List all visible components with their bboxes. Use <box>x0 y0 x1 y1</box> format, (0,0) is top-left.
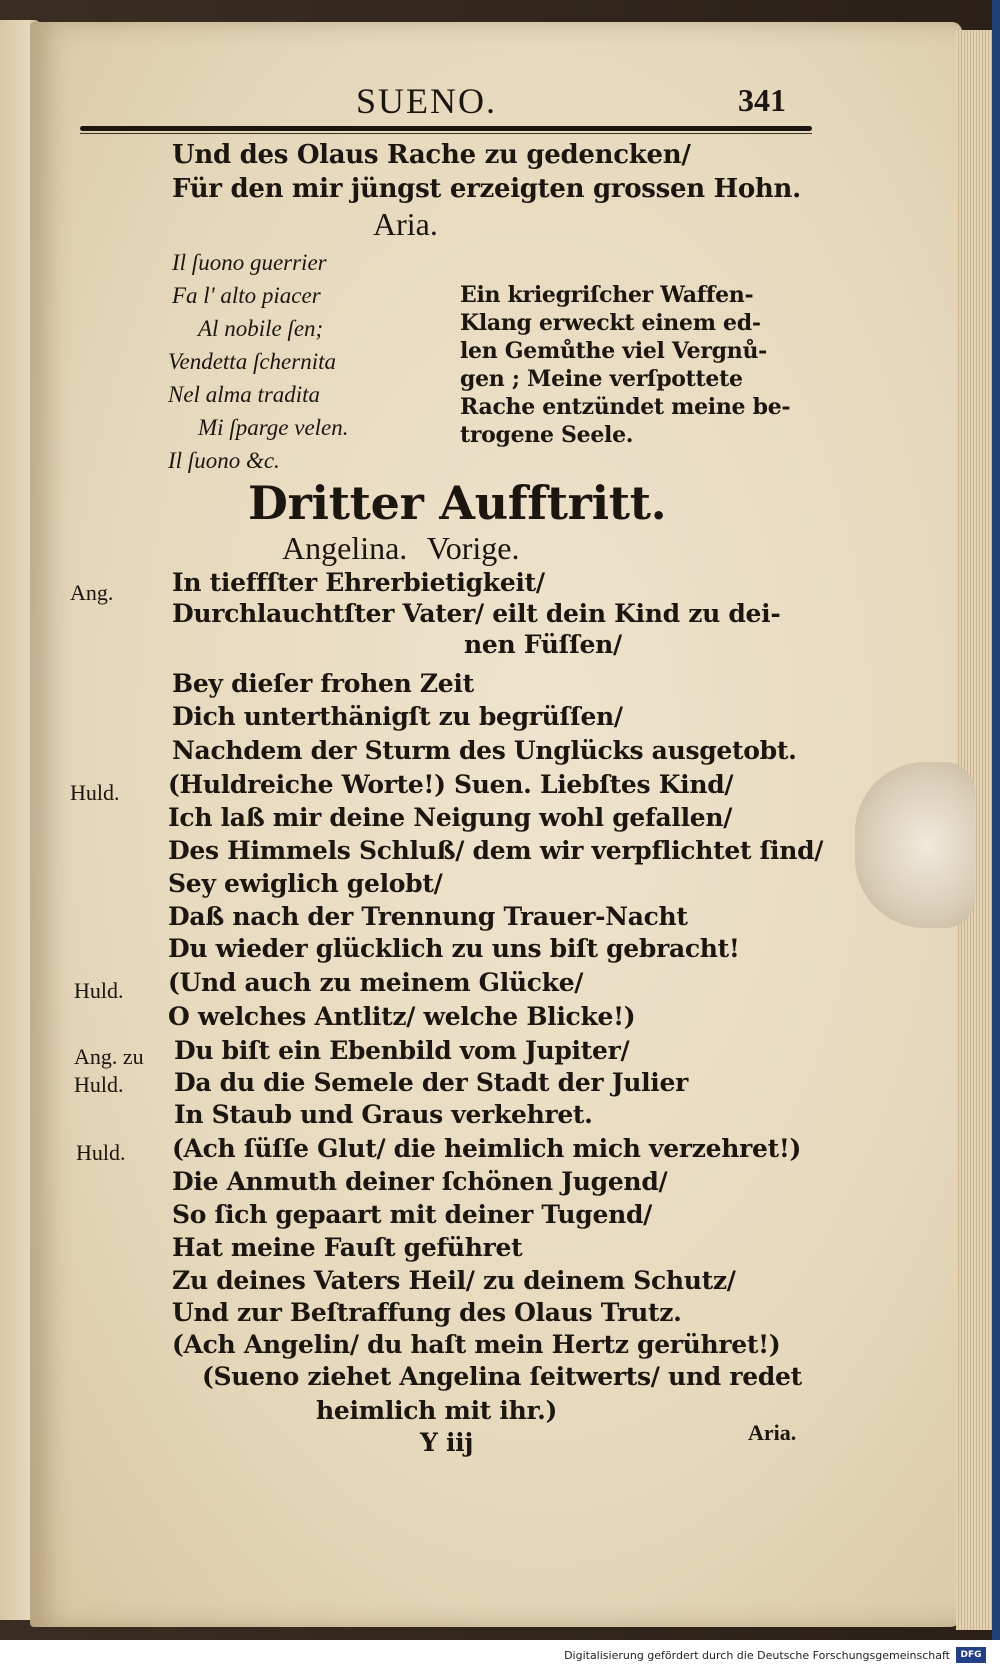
aria-german-line: trogene Seele. <box>460 422 634 448</box>
aria-german-line: Rache entzündet meine be- <box>460 394 791 420</box>
dialogue-line: Da du die Semele der Stadt der Julier <box>174 1068 688 1097</box>
speaker-label: Huld. <box>76 1140 126 1165</box>
dialogue-line: Du wieder glücklich zu uns biſt gebracht! <box>168 934 740 963</box>
aria-italian-line: Il ſuono &c. <box>168 448 280 473</box>
dialogue-line: Du biſt ein Ebenbild vom Jupiter/ <box>174 1036 630 1065</box>
dialogue-line: Nachdem der Sturm des Unglücks ausgetobt. <box>172 736 797 765</box>
dialogue-line: Hat meine Fauſt geführet <box>172 1233 523 1262</box>
stage-direction: (Sueno ziehet Angelina ſeitwerts/ und redet <box>202 1362 802 1391</box>
speaker-label: Ang. <box>70 580 114 605</box>
header-rule-thin <box>80 133 812 134</box>
dialogue-line: Daß nach der Trennung Trauer-Nacht <box>168 902 688 931</box>
aria-german-line: Ein kriegriſcher Waffen- <box>460 282 754 308</box>
speaker-label: Huld. <box>70 780 120 805</box>
dialogue-line: Ich laß mir deine Neigung wohl gefallen/ <box>168 803 733 832</box>
dialogue-line: (Ach Angelin/ du haſt mein Hertz gerühret!) <box>172 1330 781 1359</box>
digitization-credit: Digitalisierung gefördert durch die Deutsche Forschungsgemeinschaft <box>564 1649 950 1662</box>
aria-italian-line: Vendetta ſchernita <box>168 349 336 374</box>
dialogue-line: In Staub und Graus verkehret. <box>174 1100 593 1129</box>
dialogue-line: (Und auch zu meinem Glücke/ <box>168 968 584 997</box>
opening-line: Für den mir jüngst erzeigten grossen Hohn. <box>172 174 801 204</box>
aria-german-line: Klang erweckt einem ed- <box>460 310 761 336</box>
aria-heading: Aria. <box>373 206 438 242</box>
digitization-footer <box>0 1640 1000 1672</box>
scanner-border <box>992 0 1000 1640</box>
dialogue-line: In tieffſter Ehrerbietigkeit/ <box>172 568 545 597</box>
signature-mark: Y iij <box>420 1428 474 1457</box>
stage-direction: heimlich mit ihr.) <box>316 1396 558 1425</box>
dialogue-line: Durchlauchtſter Vater/ eilt dein Kind zu dei- <box>172 599 781 628</box>
dialogue-line: Dich unterthänigſt zu begrüſſen/ <box>172 702 623 731</box>
speaker-label: Huld. <box>74 1072 124 1097</box>
scene-title: Dritter Aufftritt. <box>248 476 667 530</box>
scene-cast: Angelina. Vorige. <box>282 530 520 566</box>
speaker-label: Huld. <box>74 978 124 1003</box>
dialogue-line: Und zur Beſtraffung des Olaus Trutz. <box>172 1298 682 1327</box>
catchword: Aria. <box>748 1420 797 1445</box>
header-rule <box>80 126 812 131</box>
aria-italian-line: Mi ſparge velen. <box>198 415 349 440</box>
dialogue-line: Des Himmels Schluß/ dem wir verpflichtet ſind/ <box>168 836 824 865</box>
dialogue-line: (Ach ſüſſe Glut/ die heimlich mich verzehret!) <box>172 1134 802 1163</box>
speaker-label: Ang. zu <box>74 1044 144 1069</box>
dialogue-line: nen Füſſen/ <box>464 630 622 659</box>
aria-german-line: gen ; Meine verſpottete <box>460 366 743 392</box>
page-number: 341 <box>738 82 786 118</box>
dialogue-line: Zu deines Vaters Heil/ zu deinem Schutz/ <box>172 1266 736 1295</box>
opening-line: Und des Olaus Rache zu gedencken/ <box>172 140 691 170</box>
aria-german-line: len Gemůthe viel Vergnů- <box>460 338 767 364</box>
dialogue-line: Bey dieſer frohen Zeit <box>172 669 474 698</box>
thumb-holding-page <box>855 762 975 928</box>
dfg-logo: DFG <box>956 1647 986 1663</box>
aria-italian-line: Fa l' alto piacer <box>172 283 321 308</box>
aria-italian-line: Nel alma tradita <box>168 382 321 407</box>
aria-italian-line: Il ſuono guerrier <box>172 250 327 275</box>
dialogue-line: So ſich gepaart mit deiner Tugend/ <box>172 1200 652 1229</box>
dialogue-line: O welches Antlitz/ welche Blicke!) <box>168 1002 636 1031</box>
dialogue-line: (Huldreiche Worte!) Suen. Liebſtes Kind/ <box>168 770 734 799</box>
dialogue-line: Die Anmuth deiner ſchönen Jugend/ <box>172 1167 668 1196</box>
aria-italian-line: Al nobile ſen; <box>198 316 324 341</box>
running-title: SUENO. <box>356 81 498 121</box>
dialogue-line: Sey ewiglich gelobt/ <box>168 869 443 898</box>
